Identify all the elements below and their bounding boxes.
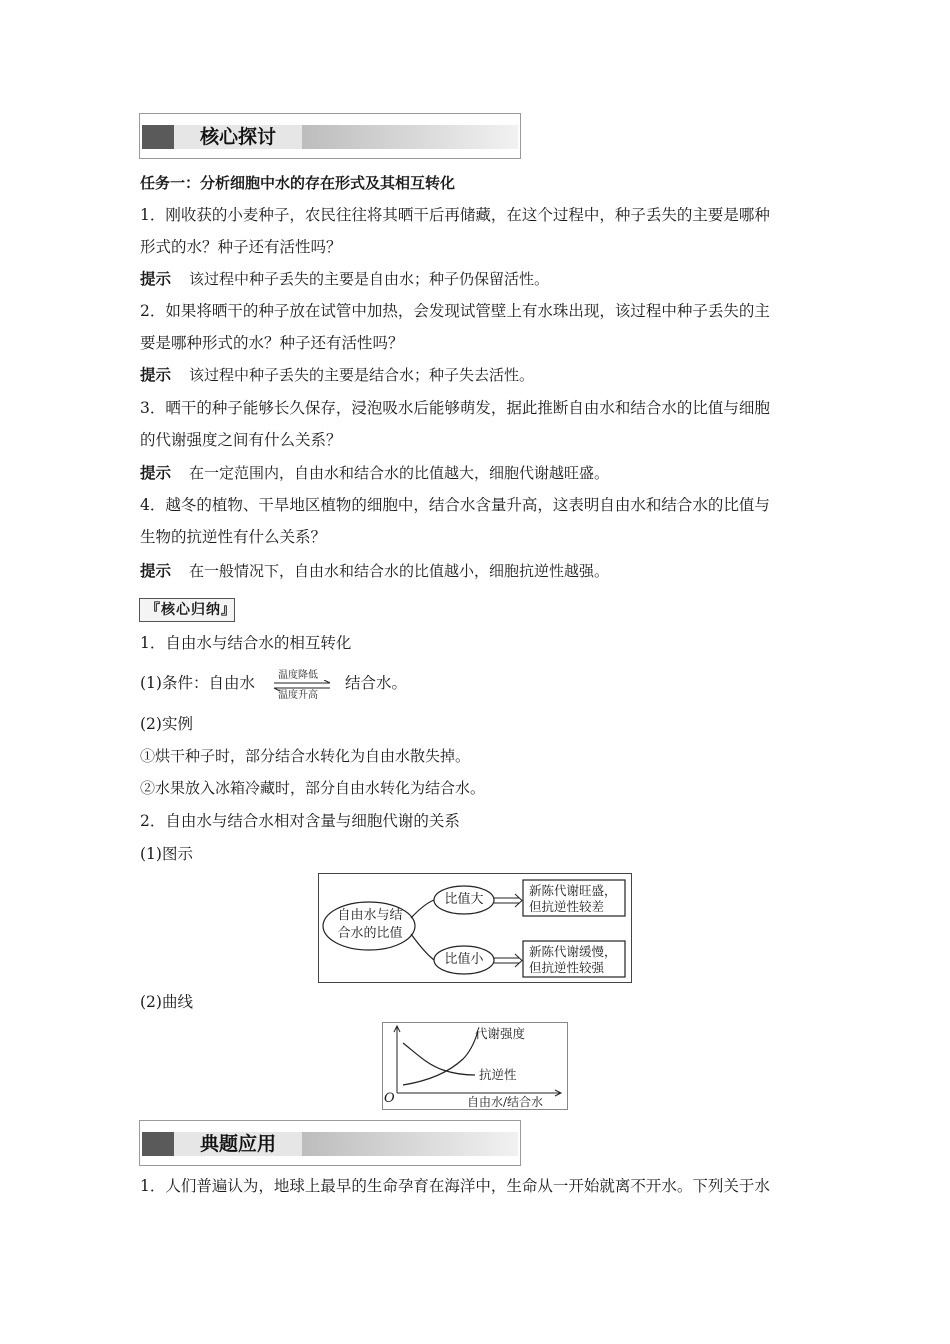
question-4-line-1: 4．越冬的植物、干旱地区植物的细胞中，结合水含量升高，这表明自由水和结合水的比值与 (140, 496, 770, 514)
question-4-line-2: 生物的抗逆性有什么关系？ (140, 528, 327, 546)
resistance-curve (403, 1043, 475, 1075)
low-result-line-1: 新陈代谢缓慢， (529, 944, 617, 959)
section-title: 典题应用 (199, 1133, 276, 1155)
curve-label: (2)曲线 (140, 993, 193, 1011)
diagram-center-label (329, 907, 411, 943)
low-result-line-2: 但抗逆性较强 (529, 960, 605, 975)
curve-figure (382, 1022, 568, 1110)
answer-text: 该过程中种子丢失的主要是自由水；种子仍保留活性。 (189, 270, 550, 288)
point-2-title: 2．自由水与结合水相对含量与细胞代谢的关系 (140, 812, 460, 830)
question-2-line-2: 要是哪种形式的水？种子还有活性吗？ (140, 334, 404, 352)
answer-text: 在一般情况下，自由水和结合水的比值越小，细胞抗逆性越强。 (189, 562, 610, 580)
task-heading: 任务一：分析细胞中水的存在形式及其相互转化 (140, 174, 456, 192)
figure-label: (1)图示 (140, 845, 193, 863)
answer-text: 在一定范围内，自由水和结合水的比值越大，细胞代谢越旺盛。 (189, 464, 610, 482)
answer-text: 该过程中种子丢失的主要是结合水；种子失去活性。 (189, 366, 535, 384)
example-1: ①烘干种子时，部分结合水转化为自由水散失掉。 (140, 747, 471, 765)
high-result-line-2: 但抗逆性较差 (529, 899, 605, 914)
diagram-low-label: 比值小 (444, 952, 484, 967)
examples-label: (2)实例 (140, 715, 193, 733)
section-banner-core-discussion (139, 113, 521, 159)
hint-label: 提示 (140, 562, 172, 580)
condition-prefix: (1)条件：自由水 (140, 674, 255, 692)
diagram-high-label: 比值大 (444, 892, 484, 907)
hint-label: 提示 (140, 464, 172, 482)
answer-4 (140, 560, 812, 582)
metabolism-curve (403, 1031, 478, 1085)
condition-top-label: 温度降低 (278, 670, 318, 681)
center-line-2: 合水的比值 (337, 926, 403, 941)
question-3-line-1: 3．晒干的种子能够长久保存，浸泡吸水后能够萌发，据此推断自由水和结合水的比值与细胞 (140, 399, 770, 417)
condition-bottom-label: 温度升高 (278, 690, 318, 701)
question-3-line-2: 的代谢强度之间有什么关系？ (140, 431, 342, 449)
question-1-line-2: 形式的水？种子还有活性吗？ (140, 238, 342, 256)
hint-label: 提示 (140, 270, 172, 288)
condition-suffix: 结合水。 (345, 674, 408, 692)
question-5-line-1: 1．人们普遍认为，地球上最早的生命孕育在海洋中，生命从一开始就离不开水。下列关于水 (140, 1177, 770, 1195)
answer-3 (140, 462, 812, 484)
question-1-line-1: 1．刚收获的小麦种子，农民往往将其晒干后再储藏，在这个过程中，种子丢失的主要是哪种 (140, 206, 770, 224)
section-banner-typical-questions (139, 1120, 521, 1166)
hint-label: 提示 (140, 366, 172, 384)
question-2-line-1: 2．如果将晒干的种子放在试管中加热，会发现试管壁上有水珠出现，该过程中种子丢失的主 (140, 302, 770, 320)
center-line-1: 自由水与结 (337, 908, 403, 923)
origin-label: O (384, 1091, 395, 1106)
high-result-line-1: 新陈代谢旺盛， (529, 883, 617, 898)
section-title: 核心探讨 (199, 126, 276, 148)
answer-2 (140, 364, 812, 386)
answer-1 (140, 268, 812, 290)
x-axis-label: 自由水/结合水 (467, 1095, 544, 1109)
example-2: ②水果放入冰箱冷藏时，部分自由水转化为结合水。 (140, 779, 486, 797)
series-label-resistance: 抗逆性 (479, 1067, 517, 1082)
core-summary-tag: 『核心归纳』 (139, 598, 235, 622)
diagram-high-result (529, 883, 617, 915)
point-1-title: 1．自由水与结合水的相互转化 (140, 634, 352, 652)
series-label-metabolism: 代谢强度 (475, 1026, 526, 1041)
diagram-low-result (529, 944, 617, 976)
relation-diagram (318, 873, 632, 983)
condition-line (140, 672, 812, 694)
